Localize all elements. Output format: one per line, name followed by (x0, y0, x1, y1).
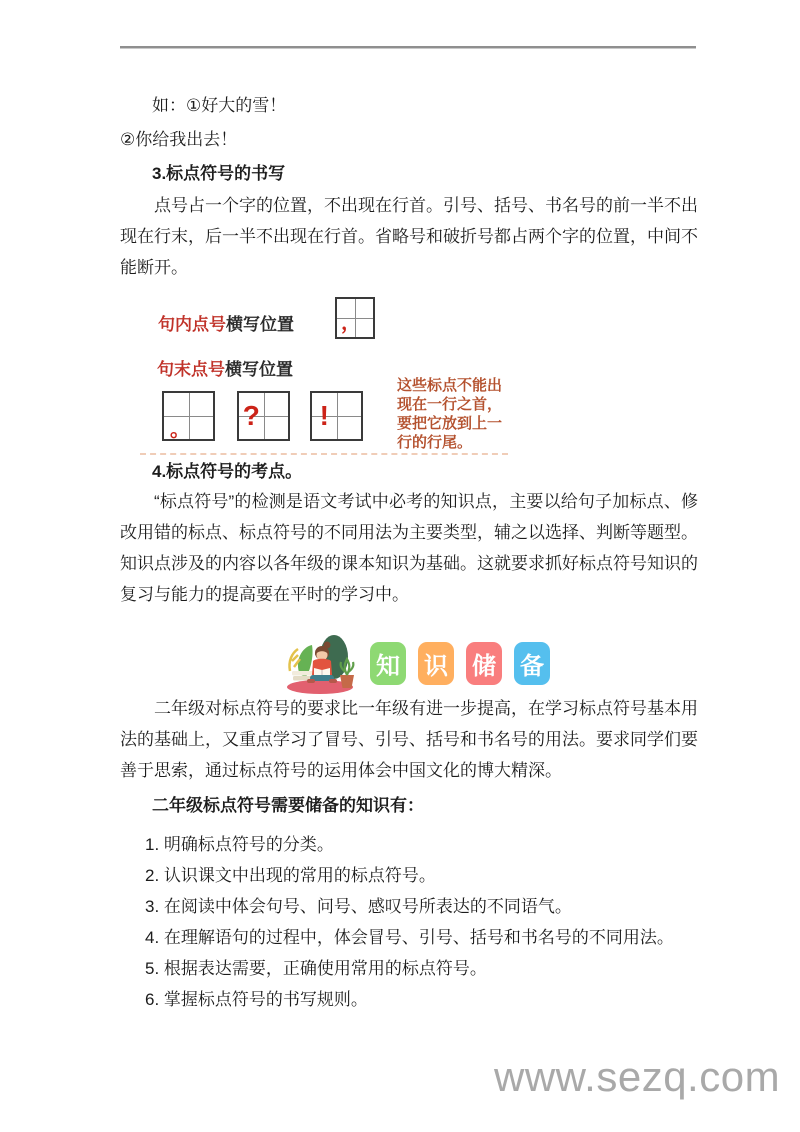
top-divider (120, 46, 696, 49)
comma-grid (335, 297, 375, 339)
section3-heading: 3.标点符号的书写 (152, 164, 286, 183)
list-item: 1. 明确标点符号的分类。 (145, 835, 334, 854)
figure-note-line: 这些标点不能出 (397, 377, 503, 394)
exclamation-grid (310, 391, 363, 441)
inline-dots-label-black: 横写位置 (226, 315, 294, 334)
end-dots-label-black: 横写位置 (225, 360, 293, 379)
figure-dashed-rule (140, 453, 508, 455)
list-item: 5. 根据表达需要，正确使用常用的标点符号。 (145, 959, 487, 978)
figure-note (397, 376, 507, 452)
banner-tile-bei: 备 (514, 642, 550, 685)
section4-heading: 4.标点符号的考点。 (152, 462, 303, 481)
end-dots-label-red: 句末点号 (157, 360, 225, 379)
list-item: 2. 认识课文中出现的常用的标点符号。 (145, 866, 436, 885)
banner-tile-chu: 储 (466, 642, 502, 685)
site-watermark: www.sezq.com (494, 1053, 781, 1100)
question-grid (237, 391, 290, 441)
grid-vertical-line (337, 393, 338, 439)
section3-paragraph: 点号占一个字的位置，不出现在行首。引号、括号、书名号的前一半不出现在行末，后一半不出现在行首。省略号和破折号都占两个字的位置，中间不能断开。 (120, 196, 698, 277)
period-grid (162, 391, 215, 441)
example-line-1: 如：①好大的雪！ (152, 96, 287, 115)
inline-dots-label-red: 句内点号 (158, 315, 226, 334)
figure-note-line: 行的行尾。 (397, 434, 473, 451)
banner-tiles (370, 642, 550, 685)
list-item: 6. 掌握标点符号的书写规则。 (145, 990, 368, 1009)
reading-girl-illustration (280, 631, 360, 695)
reserve-list-heading: 二年级标点符号需要储备的知识有： (152, 796, 424, 815)
example-line-2: ②你给我出去！ (120, 130, 238, 149)
end-dots-label (157, 360, 293, 380)
question-symbol: ? (242, 400, 260, 431)
comma-symbol: ， (341, 312, 361, 334)
list-item: 4. 在理解语句的过程中，体会冒号、引号、括号和书名号的不同用法。 (145, 928, 674, 947)
figure-note-line: 要把它放到上一 (397, 415, 503, 432)
exclamation-symbol: ! (319, 400, 329, 431)
list-item: 3. 在阅读中体会句号、问号、感叹号所表达的不同语气。 (145, 897, 572, 916)
reserve-list (145, 829, 705, 1015)
banner-tile-shi: 识 (418, 642, 454, 685)
period-symbol: 。 (170, 419, 190, 441)
section4-paragraph: “标点符号”的检测是语文考试中必考的知识点，主要以给句子加标点、修改用错的标点、标点符号的不同用法为主要类型，辅之以选择、判断等题型。知识点涉及的内容以各年级的课本知识为基础。这就要求抓好标点符号知识的复习与能力的提高要在平时的学习中。 (120, 492, 698, 604)
reserve-intro-paragraph: 二年级对标点符号的要求比一年级有进一步提高，在学习标点符号基本用法的基础上，又重点学习了冒号、引号、括号和书名号的用法。要求同学们要善于思索，通过标点符号的运用体会中国文化的博大精深。 (120, 699, 698, 780)
punctuation-position-figure (120, 293, 696, 465)
knowledge-reserve-banner (280, 630, 550, 696)
banner-tile-zhi: 知 (370, 642, 406, 685)
figure-note-line: 现在一行之首， (397, 396, 503, 413)
inline-dots-label (158, 315, 294, 335)
grid-vertical-line (264, 393, 265, 439)
